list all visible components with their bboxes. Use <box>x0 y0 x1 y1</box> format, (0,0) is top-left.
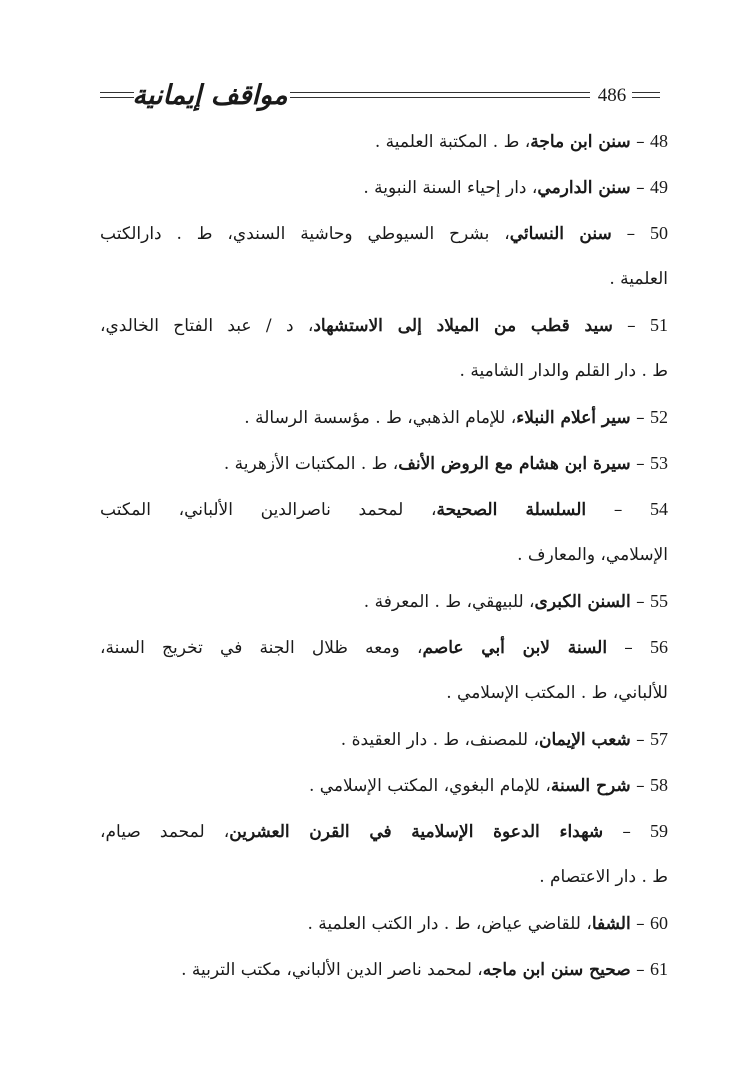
entry-details: ، دار إحياء السنة النبوية . <box>363 178 538 198</box>
bibliography-entry <box>100 716 668 762</box>
entry-title: سنن ابن ماجة <box>530 132 631 152</box>
entry-continuation-line: ط . دار الاعتصام . <box>539 867 668 887</box>
entry-dash: – <box>586 500 651 520</box>
header-rule-right <box>632 92 660 98</box>
entry-dash: – <box>630 408 650 428</box>
bibliography-entry <box>100 210 668 302</box>
entry-first-line <box>100 210 668 256</box>
bibliography-entry <box>100 762 668 808</box>
running-header <box>100 78 660 114</box>
entry-first-line <box>100 624 668 670</box>
entry-details: ، للبيهقي، ط . المعرفة . <box>363 592 535 612</box>
entry-number: 61 <box>650 959 668 979</box>
entry-title: شهداء الدعوة الإسلامية في القرن العشرين <box>229 822 604 842</box>
entry-continuation-line: للألباني، ط . المكتب الإسلامي . <box>446 683 668 703</box>
page-number: 486 <box>597 85 627 106</box>
bibliography-entry <box>100 946 668 992</box>
entry-number: 50 <box>650 223 668 243</box>
entry-first-line <box>100 394 668 440</box>
bibliography-entry <box>100 302 668 394</box>
entry-number: 48 <box>650 131 668 151</box>
entry-details: ، لمحمد ناصر الدين الألباني، مكتب التربية . <box>181 960 483 980</box>
entry-first-line <box>100 716 668 762</box>
entry-number: 53 <box>650 453 668 473</box>
entry-title: شرح السنة <box>550 776 631 796</box>
entry-details: ، للإمام البغوي، المكتب الإسلامي . <box>308 776 551 796</box>
entry-details: ، ط . المكتبة العلمية . <box>374 132 531 152</box>
entry-details: ، للمصنف، ط . دار العقيدة . <box>340 730 539 750</box>
entry-first-line <box>100 164 668 210</box>
entry-first-line <box>100 808 668 854</box>
entry-number: 54 <box>650 499 669 519</box>
running-title: مواقف إيمانية <box>132 80 288 111</box>
entry-first-line <box>100 486 668 532</box>
entry-dash: – <box>630 178 650 198</box>
entry-first-line <box>100 440 668 486</box>
entry-title: الشفا <box>591 914 631 934</box>
bibliography-entry <box>100 440 668 486</box>
header-rule-middle <box>290 92 590 98</box>
entry-dash: – <box>630 454 650 474</box>
entry-first-line <box>100 900 668 946</box>
entry-details: ، د / عبد الفتاح الخالدي، <box>100 316 314 336</box>
entry-details: ، لمحمد ناصرالدين الألباني، المكتب <box>100 500 437 520</box>
entry-dash: – <box>607 638 650 658</box>
entry-details: ، للإمام الذهبي، ط . مؤسسة الرسالة . <box>244 408 517 428</box>
entry-title: السنن الكبرى <box>534 592 631 612</box>
entry-dash: – <box>612 316 650 336</box>
entry-dash: – <box>630 730 650 750</box>
entry-dash: – <box>630 776 650 796</box>
entry-number: 52 <box>650 407 668 427</box>
entry-first-line <box>100 762 668 808</box>
bibliography-entry <box>100 900 668 946</box>
bibliography-entry <box>100 486 668 578</box>
entry-dash: – <box>630 592 650 612</box>
entry-title: سنن النسائي <box>509 224 612 244</box>
entry-number: 55 <box>650 591 668 611</box>
entry-title: شعب الإيمان <box>538 730 631 750</box>
header-rule-left <box>100 92 134 98</box>
entry-continuation-line: العلمية . <box>609 269 668 289</box>
bibliography-entry <box>100 624 668 716</box>
entry-title: سيرة ابن هشام مع الروض الأنف <box>398 454 631 474</box>
entry-number: 49 <box>650 177 668 197</box>
entry-details: ، ومعه ظلال الجنة في تخريج السنة، <box>100 638 423 658</box>
entry-first-line <box>100 578 668 624</box>
entry-number: 56 <box>650 637 668 657</box>
bibliography-entry <box>100 394 668 440</box>
entry-details: ، ط . المكتبات الأزهرية . <box>223 454 399 474</box>
bibliography-entry <box>100 578 668 624</box>
bibliography-list <box>100 118 668 992</box>
entry-dash: – <box>611 224 650 244</box>
entry-title: صحيح سنن ابن ماجه <box>482 960 631 980</box>
entry-title: سيد قطب من الميلاد إلى الاستشهاد <box>313 316 613 336</box>
entry-details: ، بشرح السيوطي وحاشية السندي، ط . دارالكتب <box>100 224 510 244</box>
entry-continuation-line: ط . دار القلم والدار الشامية . <box>459 361 668 381</box>
entry-dash: – <box>630 914 650 934</box>
entry-first-line <box>100 302 668 348</box>
entry-dash: – <box>603 822 650 842</box>
entry-title: سير أعلام النبلاء <box>516 408 631 428</box>
entry-first-line <box>100 946 668 992</box>
entry-number: 58 <box>650 775 668 795</box>
entry-number: 51 <box>650 315 668 335</box>
entry-details: ، لمحمد صيام، <box>100 822 230 842</box>
entry-title: السلسلة الصحيحة <box>436 500 587 520</box>
entry-dash: – <box>630 960 650 980</box>
entry-continuation-line: الإسلامي، والمعارف . <box>517 545 668 565</box>
entry-dash: – <box>630 132 650 152</box>
entry-first-line <box>100 118 668 164</box>
entry-number: 60 <box>650 913 668 933</box>
entry-details: ، للقاضي عياض، ط . دار الكتب العلمية . <box>307 914 592 934</box>
entry-title: السنة لابن أبي عاصم <box>422 638 608 658</box>
bibliography-entry <box>100 808 668 900</box>
entry-title: سنن الدارمي <box>537 178 631 198</box>
bibliography-entry <box>100 118 668 164</box>
entry-number: 59 <box>649 821 668 841</box>
entry-number: 57 <box>650 729 668 749</box>
bibliography-entry <box>100 164 668 210</box>
